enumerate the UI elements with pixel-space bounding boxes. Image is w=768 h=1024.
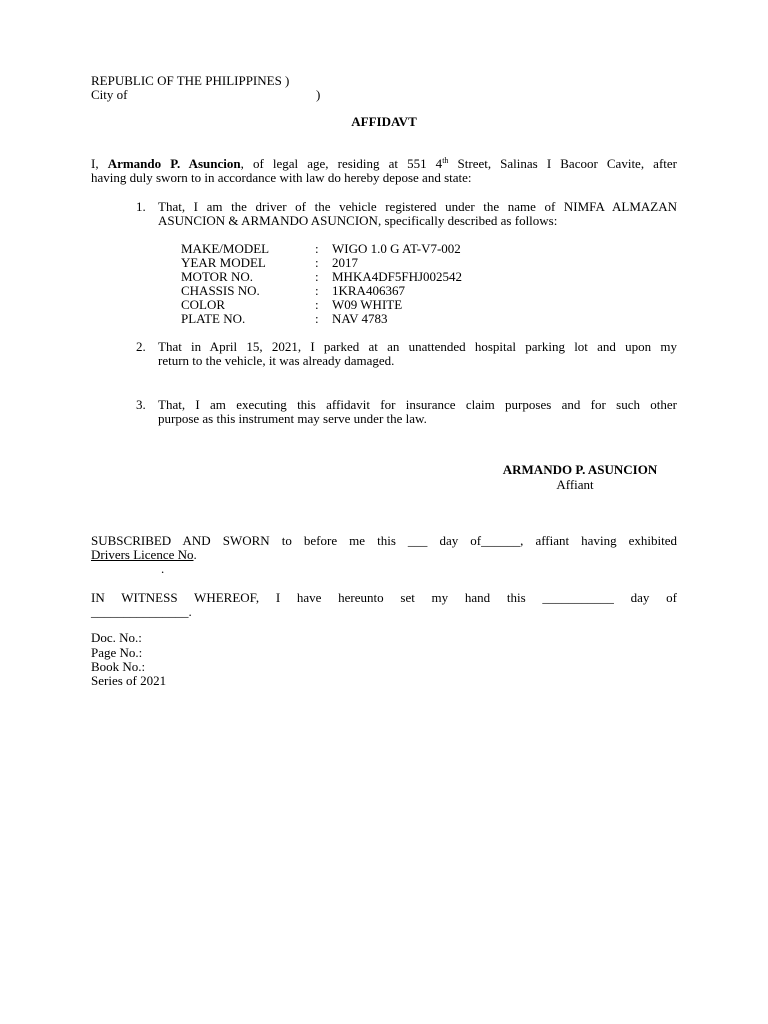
- vehicle-label: PLATE NO.: [181, 311, 246, 326]
- jurat-line-1: SUBSCRIBED AND SWORN to before me this ___ day of______, affiant having exhibited: [91, 533, 677, 548]
- vehicle-separator: :: [315, 269, 319, 284]
- witness-line-1: IN WITNESS WHEREOF, I have hereunto set my hand this ___________ day of: [91, 590, 677, 605]
- affiant-signature-name: ARMANDO P. ASUNCION: [502, 462, 658, 477]
- republic-line: REPUBLIC OF THE PHILIPPINES ): [91, 73, 290, 88]
- jurat-line-2: Drivers Licence No.: [91, 547, 197, 562]
- item-2-line-2: return to the vehicle, it was already damaged.: [158, 353, 395, 368]
- vehicle-value: WIGO 1.0 G AT-V7-002: [332, 241, 461, 256]
- intro-line-2: having duly sworn to in accordance with law do hereby depose and state:: [91, 170, 472, 185]
- vehicle-separator: :: [315, 283, 319, 298]
- vehicle-label: MAKE/MODEL: [181, 241, 270, 256]
- city-paren: ): [316, 87, 321, 102]
- witness-line-2: _______________.: [91, 604, 192, 619]
- intro-line-1: I, Armando P. Asuncion, of legal age, residing at 551 4th Street, Salinas I Bacoor Cavite, after: [91, 156, 677, 171]
- item-number: 3.: [136, 397, 146, 412]
- item-number: 2.: [136, 339, 146, 354]
- vehicle-separator: :: [315, 297, 319, 312]
- item-2-line-1: That in April 15, 2021, I parked at an unattended hospital parking lot and upon my: [158, 339, 677, 354]
- page-no-label: Page No.:: [91, 645, 143, 660]
- drivers-licence-label: Drivers Licence No: [91, 547, 194, 562]
- book-no-label: Book No.:: [91, 659, 146, 674]
- jurat-dot: .: [161, 561, 165, 576]
- item-1-line-1: That, I am the driver of the vehicle registered under the name of NIMFA ALMAZAN: [158, 199, 677, 214]
- vehicle-label: CHASSIS NO.: [181, 283, 260, 298]
- affiant-name-inline: Armando P. Asuncion: [107, 156, 241, 171]
- vehicle-label: MOTOR NO.: [181, 269, 253, 284]
- vehicle-separator: :: [315, 241, 319, 256]
- vehicle-label: COLOR: [181, 297, 226, 312]
- item-3-line-2: purpose as this instrument may serve under the law.: [158, 411, 427, 426]
- vehicle-separator: :: [315, 255, 319, 270]
- vehicle-value: W09 WHITE: [332, 297, 403, 312]
- vehicle-value: 2017: [332, 255, 358, 270]
- item-1-line-2: ASUNCION & ARMANDO ASUNCION, specifically described as follows:: [158, 213, 558, 228]
- city-label: City of: [91, 87, 128, 102]
- vehicle-separator: :: [315, 311, 319, 326]
- affiant-role: Affiant: [556, 477, 594, 492]
- vehicle-value: 1KRA406367: [332, 283, 405, 298]
- doc-no-label: Doc. No.:: [91, 630, 142, 645]
- document-title: AFFIDAVT: [351, 114, 417, 129]
- item-3-line-1: That, I am executing this affidavit for insurance claim purposes and for such other: [158, 397, 677, 412]
- vehicle-value: MHKA4DF5FHJ002542: [332, 269, 463, 284]
- item-number: 1.: [136, 199, 146, 214]
- series-label: Series of 2021: [91, 673, 167, 688]
- vehicle-label: YEAR MODEL: [181, 255, 266, 270]
- vehicle-value: NAV 4783: [332, 311, 388, 326]
